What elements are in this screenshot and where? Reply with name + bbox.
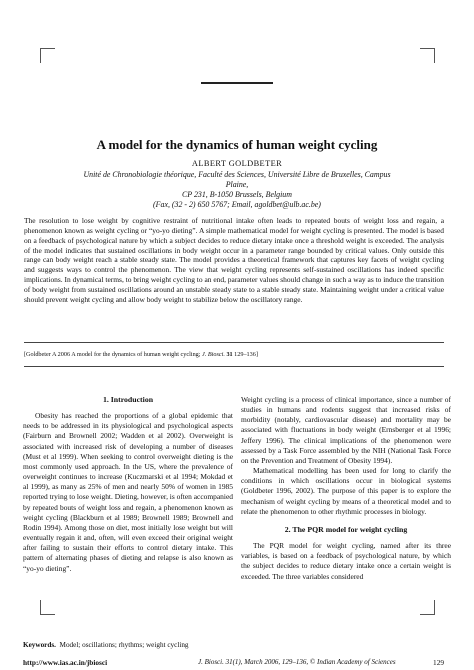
affiliation-line-2: CP 231, B-1050 Brussels, Belgium	[182, 190, 292, 199]
header-rule	[201, 82, 273, 84]
abstract	[24, 216, 444, 305]
intro-paragraph: Obesity has reached the proportions of a global epidemic that needs to be addressed in its physiological and psychological aspects (Fairburn and Brownell 2002; Wadden et al 2002). Overweight is associated with increased risk of developing a number of diseases (Must et al 1999). When seeking to control overweight dieting is the most commonly used approach. In the US, where the prevalence of overweight continues to increase (Kuczmarski et al 1994; Mokdad et al 1999), as many as 25% of men and nearly 50% of women in 1985 reported trying to lose weight. Dieting, however, is often accompanied by repeated bouts of weight loss and regain, a phenomenon known as weight cycling (Blackburn et al 1989; Brownell 1989; Brownell and Rodin 1994). Among those on diet, most initially lose weight but will eventually regain it and, often, will even exceed their original weight after failing to sustain their efforts to control dietary intake. This pattern of alternating phases of dieting and relapse is also known as “yo-yo dieting”.	[23, 411, 233, 573]
affiliation	[80, 170, 394, 200]
page-footer	[23, 658, 444, 667]
body-paragraph-1: Weight cycling is a process of clinical importance, since a number of studies in humans and rodents suggest that increased risks of morbidity (notably, cardiovascular disease) and mortality may be associated with fluctuations in body weight (Ernsberger et al 1996; Jeffery 1996). The clinical implications of the phenomenon were assessed by a Task Force assembled by the NIH (National Task Force on the Prevention and Treatment of Obesity 1994).	[241, 395, 451, 465]
section2-paragraph: The PQR model for weight cycling, named after its three variables, is based on a feedback of psychological nature, by which the subject decides to reduce dietary intake once a certain weight is exceeded. The three variables considered	[241, 541, 451, 581]
section-heading-introduction: 1. Introduction	[102, 395, 154, 404]
left-column	[23, 395, 233, 574]
citation-volume: 31	[226, 351, 233, 358]
section-heading-pqr-model: 2. The PQR model for weight cycling	[284, 524, 408, 534]
keywords-label: Keywords.	[23, 641, 56, 649]
abstract-divider-bottom	[24, 366, 444, 367]
footer-journal-info: J. Biosci. 31(1), March 2006, 129–136, © Indian Academy of Sciences	[198, 658, 396, 666]
citation-journal: J. Biosci.	[202, 351, 225, 358]
citation-prefix: [Goldbeter A 2006 A model for the dynamics of human weight cycling;	[24, 351, 203, 358]
contact-info: (Fax, (32 - 2) 650 5767; Email, agoldbet@ulb.ac.be)	[153, 200, 321, 209]
abstract-text: The resolution to lose weight by cognitive restraint of nutritional intake often leads to repeated bouts of weight loss and regain, a phenomenon known as weight cycling or “yo-yo dieting”. A simple mathematical model for weight cycling is presented. The model is based on a feedback of psychological nature by which a subject decides to reduce dietary intake once a threshold weight is exceeded. The analysis of the model indicates that sustained oscillations in body weight occur in a parameter range bounded by critical values. Only outside this range can body weight reach a stable steady state. The model provides a theoretical framework that captures key facets of weight cycling and suggests ways to control the phenomenon. The view that weight cycling represents self-sustained oscillations has indeed specific implications. In dynamical terms, to bring weight cycling to an end, parameter values should change in such a way as to induce the transition of body weight from sustained oscillations around an unstable steady state to a stable steady state. Maintaining weight under a critical value should prevent weight cycling and allow body weight to stabilize below the oscillatory range.	[24, 216, 444, 304]
body-paragraph-2: Mathematical modelling has been used for long to clarify the conditions in which oscillations occur in biological systems (Goldbeter 1996, 2002). The purpose of this paper is to explore the mechanism of weight cycling by means of a theoretical model and to relate the phenomenon to other rhythmic processes in biology.	[241, 466, 451, 516]
author-name: ALBERT GOLDBETER	[191, 159, 283, 168]
affiliation-line-1: Unité de Chronobiologie théorique, Faculté des Sciences, Université Libre de Bruxelles, Campus Plaine,	[83, 170, 391, 189]
page-number: 129	[433, 658, 444, 667]
crop-mark-top-right	[420, 48, 435, 63]
crop-mark-bottom-left	[40, 600, 55, 615]
footer-url-link[interactable]: http://www.ias.ac.in/jbiosci	[23, 658, 108, 667]
right-column	[241, 395, 451, 582]
crop-mark-bottom-right	[420, 600, 435, 615]
keywords-text: Model; oscillations; rhythms; weight cycling	[59, 641, 189, 649]
keywords	[23, 641, 189, 649]
citation-pages: 129–136]	[234, 351, 258, 358]
abstract-divider-top	[24, 342, 444, 343]
citation	[24, 351, 444, 358]
crop-mark-top-left	[40, 48, 55, 63]
paper-title: A model for the dynamics of human weight cycling	[96, 137, 378, 152]
